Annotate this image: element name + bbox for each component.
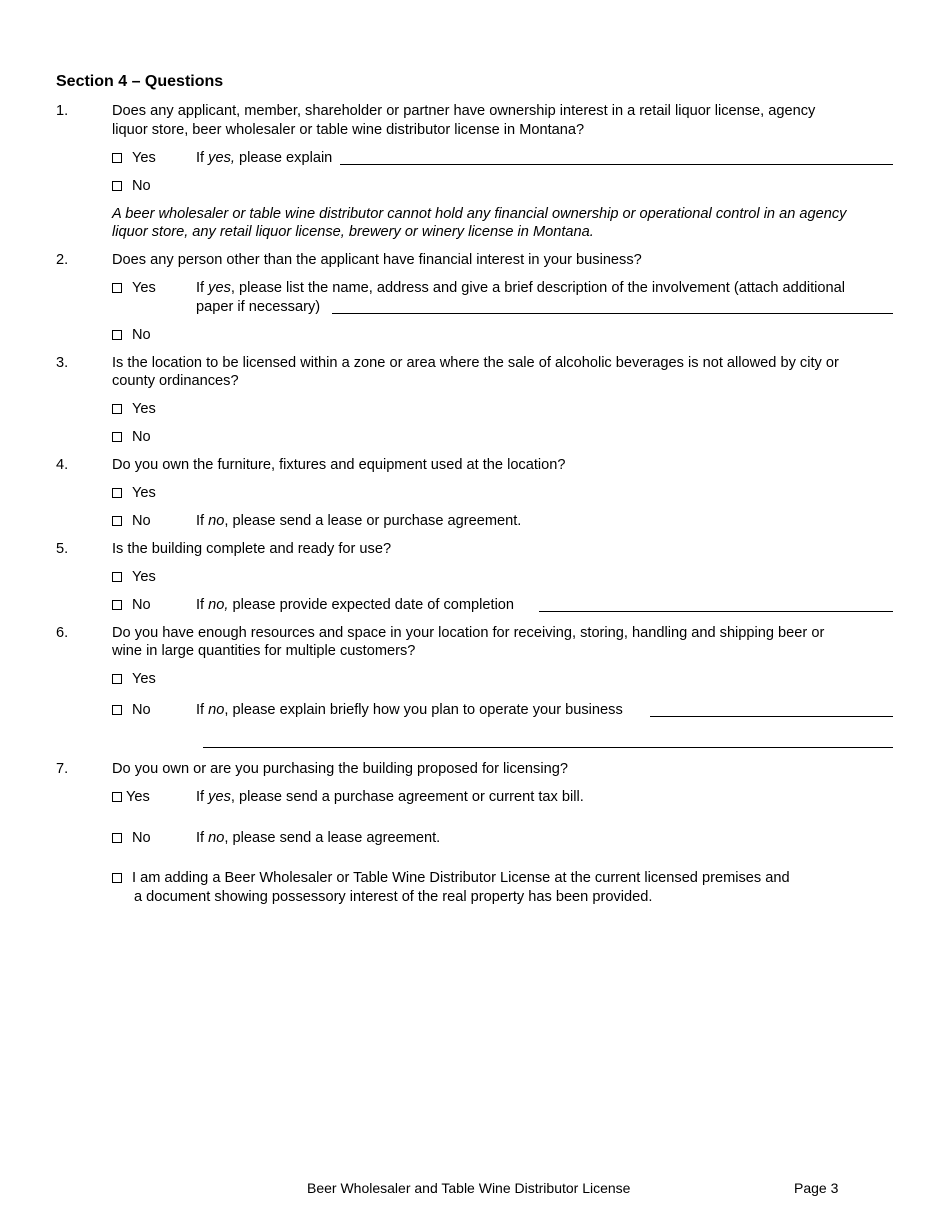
followup-suffix: , please explain briefly how you plan to operate your business <box>224 702 623 718</box>
question-2-no-label: No <box>132 327 151 343</box>
question-7-number: 7. <box>56 761 69 777</box>
question-1-yes-checkbox[interactable] <box>112 153 122 163</box>
question-5-yes-label: Yes <box>132 569 156 585</box>
followup-suffix: , please send a purchase agreement or current tax bill. <box>230 789 584 805</box>
question-6-explain-field-line2[interactable] <box>203 747 893 748</box>
question-3-text-line1: Is the location to be licensed within a zone or area where the sale of alcoholic beverages is not allowed by city or <box>112 355 839 371</box>
question-2-yes-label: Yes <box>132 280 156 296</box>
question-7-no-option[interactable] <box>112 829 151 847</box>
question-6-text-line2: wine in large quantities for multiple customers? <box>112 643 416 659</box>
question-1-no-label: No <box>132 178 151 194</box>
question-1-yes-option[interactable] <box>112 149 156 167</box>
question-7-no-checkbox[interactable] <box>112 833 122 843</box>
question-6-no-option[interactable] <box>112 701 151 719</box>
followup-emphasis: yes <box>208 280 231 296</box>
question-2-yes-option[interactable] <box>112 279 156 297</box>
question-3-yes-label: Yes <box>132 401 156 417</box>
question-1-explain-field[interactable] <box>340 164 893 165</box>
followup-prefix: If <box>196 702 209 718</box>
question-5-no-checkbox[interactable] <box>112 600 122 610</box>
followup-prefix: If <box>196 280 209 296</box>
question-2-details-field[interactable] <box>332 313 893 314</box>
question-7-existing-premises-line2: a document showing possessory interest of the real property has been provided. <box>134 889 653 905</box>
followup-emphasis: no <box>208 513 225 529</box>
question-6-no-label: No <box>132 702 151 718</box>
question-4-no-checkbox[interactable] <box>112 516 122 526</box>
question-3-text-line2: county ordinances? <box>112 373 239 389</box>
followup-prefix: If <box>196 513 209 529</box>
question-3-no-checkbox[interactable] <box>112 432 122 442</box>
footer-title: Beer Wholesaler and Table Wine Distributor License <box>307 1180 631 1196</box>
question-6-number: 6. <box>56 625 69 641</box>
section-title: Section 4 – Questions <box>56 73 224 90</box>
question-5-no-followup <box>196 596 514 614</box>
followup-emphasis: yes <box>208 789 231 805</box>
followup-suffix: please explain <box>234 150 333 166</box>
question-7-existing-premises-line1: I am adding a Beer Wholesaler or Table Wine Distributor License at the current licensed premises and <box>132 870 790 886</box>
question-4-no-followup <box>196 512 521 530</box>
question-7-no-label: No <box>132 830 151 846</box>
question-3-number: 3. <box>56 355 69 371</box>
question-2-text-line1: Does any person other than the applicant have financial interest in your business? <box>112 252 642 268</box>
question-1-yes-followup <box>196 149 332 167</box>
question-4-yes-option[interactable] <box>112 484 156 502</box>
question-2-no-option[interactable] <box>112 326 151 344</box>
followup-emphasis: no, <box>208 597 229 613</box>
question-6-explain-field[interactable] <box>650 716 893 717</box>
question-1-note-line1: A beer wholesaler or table wine distributor cannot hold any financial ownership or operational control in an agency <box>112 206 847 222</box>
question-7-existing-premises-option[interactable] <box>112 869 790 887</box>
question-4-no-label: No <box>132 513 151 529</box>
question-2-yes-followup-line2: paper if necessary) <box>196 299 321 315</box>
followup-suffix: , please list the name, address and give a brief description of the involvement (attach additional <box>230 280 845 296</box>
question-2-number: 2. <box>56 252 69 268</box>
followup-suffix: , please send a lease or purchase agreement. <box>224 513 522 529</box>
question-1-no-checkbox[interactable] <box>112 181 122 191</box>
followup-prefix: If <box>196 830 209 846</box>
question-3-no-option[interactable] <box>112 428 151 446</box>
question-7-yes-option[interactable] <box>112 788 150 806</box>
question-5-completion-date-field[interactable] <box>539 611 893 612</box>
question-1-text-line1: Does any applicant, member, shareholder or partner have ownership interest in a retail liquor license, agency <box>112 103 816 119</box>
question-5-no-label: No <box>132 597 151 613</box>
question-6-yes-checkbox[interactable] <box>112 674 122 684</box>
question-2-yes-followup <box>196 279 845 297</box>
question-1-yes-label: Yes <box>132 150 156 166</box>
question-7-no-followup <box>196 829 440 847</box>
question-5-no-option[interactable] <box>112 596 151 614</box>
question-7-yes-followup <box>196 788 584 806</box>
followup-emphasis: no <box>208 702 225 718</box>
question-5-text-line1: Is the building complete and ready for use? <box>112 541 392 557</box>
question-6-yes-option[interactable] <box>112 670 156 688</box>
question-3-no-label: No <box>132 429 151 445</box>
followup-suffix: please provide expected date of completion <box>228 597 515 613</box>
question-5-number: 5. <box>56 541 69 557</box>
question-4-text-line1: Do you own the furniture, fixtures and equipment used at the location? <box>112 457 566 473</box>
question-5-yes-checkbox[interactable] <box>112 572 122 582</box>
question-4-no-option[interactable] <box>112 512 151 530</box>
followup-prefix: If <box>196 789 209 805</box>
question-4-yes-label: Yes <box>132 485 156 501</box>
followup-suffix: , please send a lease agreement. <box>224 830 441 846</box>
question-7-yes-label: Yes <box>126 789 150 805</box>
followup-prefix: If <box>196 150 209 166</box>
question-6-text-line1: Do you have enough resources and space in your location for receiving, storing, handling and shipping beer or <box>112 625 825 641</box>
followup-emphasis: no <box>208 830 225 846</box>
question-1-no-option[interactable] <box>112 177 151 195</box>
question-1-note-line2: liquor store, any retail liquor license, brewery or winery license in Montana. <box>112 224 594 240</box>
question-1-number: 1. <box>56 103 69 119</box>
question-6-no-followup <box>196 701 623 719</box>
footer-page-number: Page 3 <box>794 1180 839 1196</box>
question-4-number: 4. <box>56 457 69 473</box>
question-2-yes-checkbox[interactable] <box>112 283 122 293</box>
question-5-yes-option[interactable] <box>112 568 156 586</box>
question-3-yes-checkbox[interactable] <box>112 404 122 414</box>
question-7-yes-checkbox[interactable] <box>112 792 122 802</box>
question-1-text-line2: liquor store, beer wholesaler or table wine distributor license in Montana? <box>112 122 585 138</box>
question-6-no-checkbox[interactable] <box>112 705 122 715</box>
question-2-no-checkbox[interactable] <box>112 330 122 340</box>
question-3-yes-option[interactable] <box>112 400 156 418</box>
question-6-yes-label: Yes <box>132 671 156 687</box>
followup-prefix: If <box>196 597 209 613</box>
question-7-existing-premises-checkbox[interactable] <box>112 873 122 883</box>
question-7-text-line1: Do you own or are you purchasing the building proposed for licensing? <box>112 761 568 777</box>
question-4-yes-checkbox[interactable] <box>112 488 122 498</box>
followup-emphasis: yes, <box>208 150 235 166</box>
